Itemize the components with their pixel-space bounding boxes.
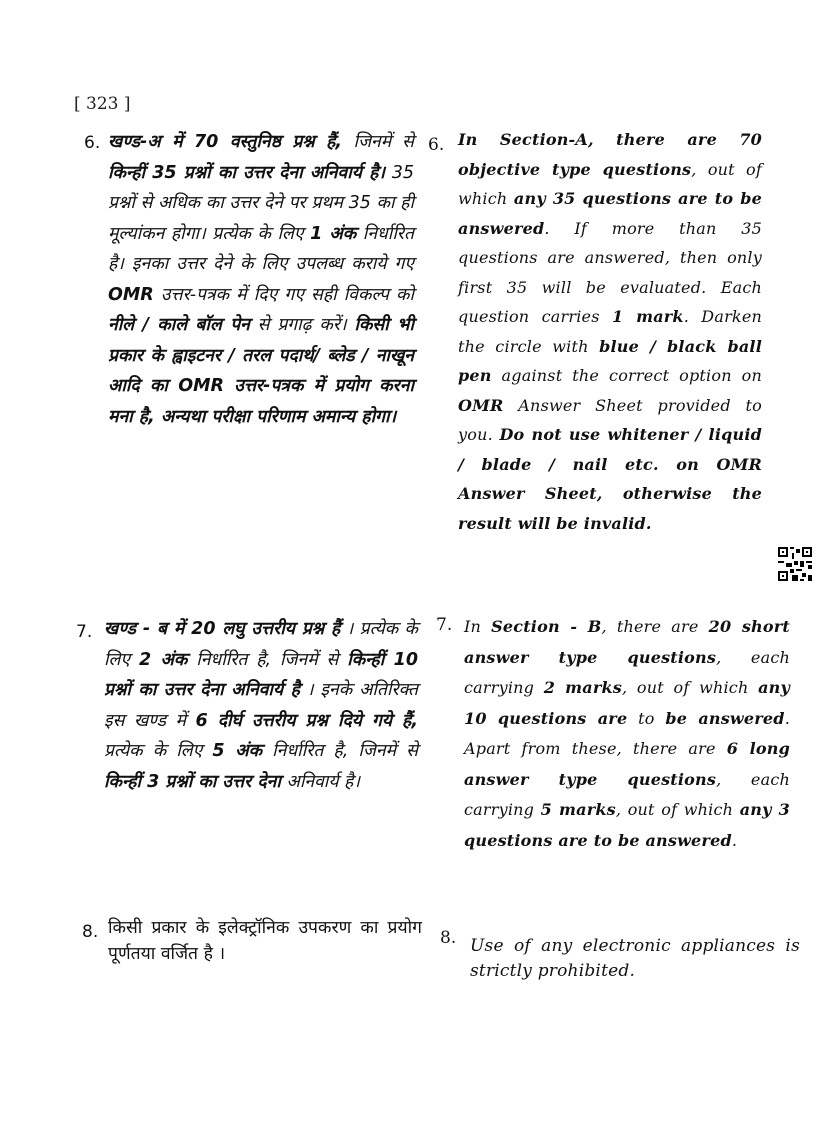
text-run: किसी प्रकार के इलेक्ट्रॉनिक उपकरण का प्रयोग पूर्णतया वर्जित है ।	[108, 918, 422, 964]
instruction-8-english	[470, 934, 800, 984]
text-run: any 3 questions are to be answered	[464, 800, 790, 850]
text-run: 2 अंक	[138, 649, 188, 670]
text-run: . Apart from these, there are	[464, 708, 790, 758]
text-run: OMR	[108, 284, 154, 305]
text-run: खण्ड-अ में 70 वस्तुनिष्ठ प्रश्न हैं,	[108, 132, 354, 152]
text-run: . Darken the circle with	[458, 307, 762, 356]
qr-code-icon	[776, 545, 814, 583]
text-run: 1 mark	[611, 307, 684, 326]
text-run: , out of which	[615, 800, 740, 819]
text-run: निर्धारित है, जिनमें से	[187, 649, 348, 670]
text-run: । इनके अतिरिक्त इस खण्ड में	[104, 680, 418, 731]
page-number: [ 323 ]	[74, 94, 131, 114]
text-run: खण्ड - ब में 20 लघु उत्तरीय प्रश्न हैं	[104, 619, 341, 639]
text-run: Do not use whitener / liquid / blade / nail etc. on OMR Answer Sheet, otherwise the result will be invalid.	[458, 425, 762, 533]
text-run: अनिवार्य है।	[280, 771, 360, 792]
instruction-number-english: 6.	[428, 135, 445, 155]
text-run: In Section-A, there are 70 objective type questions	[458, 130, 762, 179]
text-run: , each carrying	[464, 647, 790, 697]
text-run: किन्हीं 3 प्रश्नों का उत्तर देना	[104, 771, 281, 792]
instruction-7-hindi	[104, 614, 418, 797]
text-run: 20 short answer type questions	[464, 617, 790, 667]
text-run: .	[731, 830, 738, 850]
text-run: OMR	[458, 395, 504, 415]
text-run: , there are	[601, 617, 709, 636]
text-run: . If more than 35 questions are answered, then only first 35 will be evaluated. Each question carries	[458, 218, 762, 326]
text-run: निर्धारित है। इनका उत्तर देने के लिए उपलब्ध कराये गए	[108, 223, 414, 274]
text-run: 6 दीर्घ उत्तरीय प्रश्न दिये गये हैं,	[195, 710, 418, 731]
instruction-number-english: 8.	[440, 928, 457, 948]
text-run: Answer Sheet provided to you.	[458, 395, 762, 444]
text-run: blue / black ball pen	[458, 336, 762, 385]
instruction-number-hindi: 6.	[84, 133, 101, 153]
instruction-6-english	[458, 125, 762, 538]
text-run: प्रत्येक के लिए	[104, 741, 213, 761]
text-run: निर्धारित है, जिनमें से	[262, 741, 418, 761]
text-run: से प्रगाढ़ करें।	[249, 315, 355, 335]
text-run: In	[464, 617, 492, 636]
text-run: 2 marks	[543, 678, 622, 697]
text-run: any 35 questions are to be answered	[458, 189, 762, 238]
text-run: against the correct option on	[491, 366, 762, 385]
text-run: be answered	[665, 708, 785, 728]
text-run: to	[627, 708, 666, 728]
text-run: किसी भी प्रकार के ह्वाइटनर / तरल पदार्थ/ ब्लेड / नाखून आदि का OMR उत्तर-पत्रक में प्रयोग करना मना है, अन्यथा परीक्षा परिणाम अमान्य होगा।	[108, 315, 414, 427]
text-run: नीले / काले बॉल पेन	[108, 315, 250, 335]
text-run: , out of which	[458, 159, 762, 208]
text-run: 5 अंक	[212, 741, 263, 761]
text-run: , out of which	[622, 678, 759, 697]
text-run: 35 प्रश्नों से अधिक का उत्तर देने पर प्रथम 35 का ही मूल्यांकन होगा। प्रत्येक के लिए	[108, 162, 414, 244]
text-run: Use of any electronic appliances is strictly prohibited.	[470, 936, 800, 981]
text-run: 5 marks	[540, 800, 616, 819]
text-run: । प्रत्येक के लिए	[104, 619, 419, 670]
instruction-number-hindi: 7.	[76, 622, 93, 642]
text-run: 1 अंक	[310, 223, 357, 244]
text-run: किन्हीं 10 प्रश्नों का उत्तर देना अनिवार्य है	[104, 649, 418, 700]
text-run: उत्तर-पत्रक में दिए गए सही विकल्प को	[153, 284, 414, 305]
text-run: किन्हीं 35 प्रश्नों का उत्तर देना अनिवार्य है।	[108, 162, 386, 183]
instruction-number-english: 7.	[436, 615, 453, 635]
text-run: Section - B	[491, 617, 602, 636]
text-run: जिनमें से	[353, 132, 414, 152]
instruction-6-hindi	[108, 127, 414, 432]
text-run: 6 long answer type questions	[464, 739, 790, 789]
text-run: , each carrying	[464, 769, 790, 819]
text-run: any 10 questions are	[464, 678, 790, 728]
instruction-8-hindi	[108, 915, 422, 967]
instruction-7-english	[464, 612, 790, 856]
instruction-number-hindi: 8.	[82, 922, 99, 942]
